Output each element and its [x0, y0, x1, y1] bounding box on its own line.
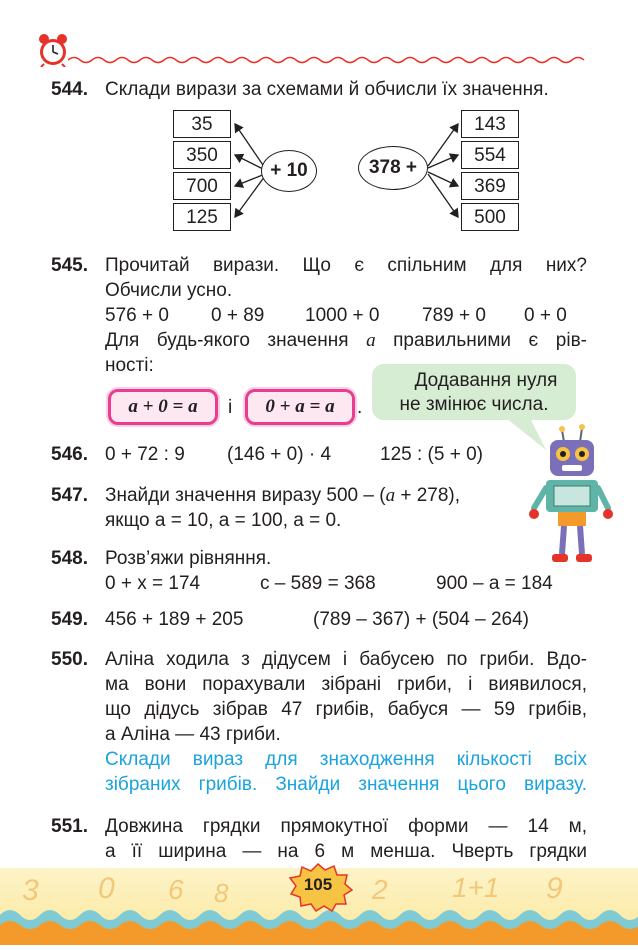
- exercise-547-line1-b: + 278),: [395, 485, 461, 506]
- clock-icon: [36, 33, 70, 67]
- exercise-549-expression: 456 + 189 + 205: [105, 609, 244, 630]
- scheme-left-box: 35: [173, 110, 231, 138]
- footer-digit: 0: [98, 872, 115, 905]
- exercise-545-line4: [105, 329, 587, 353]
- exercise-551-line: Довжина грядки прямокутної форми — 14 м,: [105, 816, 587, 837]
- exercise-545-expression: 0 + 0: [524, 305, 567, 326]
- exercise-548-number: 548.: [51, 548, 88, 569]
- scheme-right-operation: 378 +: [358, 146, 428, 190]
- equality-dot: .: [357, 397, 363, 418]
- exercise-544-text: Склади вирази за схемами й обчисли їх значення.: [105, 79, 549, 100]
- exercise-545-line2: Обчисли усно.: [105, 280, 233, 301]
- exercise-545-line4-b: правильними є рів-: [393, 330, 588, 351]
- robot-illustration: [528, 420, 614, 568]
- footer-digit: 9: [546, 872, 563, 905]
- exercise-545-number: 545.: [51, 255, 88, 276]
- speech-bubble: [372, 364, 576, 420]
- exercise-545-line4-var: a: [366, 330, 376, 351]
- exercise-547-line1-var: a: [385, 485, 396, 506]
- exercise-550-line: а Аліна — 43 гриби.: [105, 724, 281, 745]
- exercise-547-line1: [105, 484, 460, 508]
- exercise-546-expression: 0 + 72 : 9: [105, 444, 185, 465]
- exercise-548-equation: c – 589 = 368: [260, 573, 376, 594]
- exercise-545-expression: 789 + 0: [422, 305, 486, 326]
- exercise-550-task-line: Склади вираз для знаходження кількості всіх: [105, 749, 587, 770]
- exercise-545-expression: 1000 + 0: [305, 305, 380, 326]
- header-wavy-line: [68, 52, 588, 62]
- scheme-left-box: 350: [173, 141, 231, 169]
- exercise-550-line: ма вони порахували зібрані гриби, і виявилося,: [105, 674, 587, 695]
- scheme-left-operation: + 10: [261, 150, 317, 192]
- exercise-547-number: 547.: [51, 485, 88, 506]
- exercise-546-expression: 125 : (5 + 0): [380, 444, 483, 465]
- exercise-550-line: Аліна ходила з дідусем і бабусею по гриби. Вдо-: [105, 649, 587, 670]
- exercise-544-number: 544.: [51, 79, 88, 100]
- equality-box-2: 0 + a = a: [245, 389, 355, 425]
- scheme-right-box: 554: [461, 141, 519, 169]
- scheme-right-arrows: [424, 110, 464, 235]
- exercise-550-number: 550.: [51, 649, 88, 670]
- exercise-549-number: 549.: [51, 609, 88, 630]
- exercise-545-line4-a: Для будь-якого значення: [105, 330, 349, 351]
- scheme-right-box: 500: [461, 203, 519, 231]
- exercise-547-line1-a: Знайди значення виразу 500 – (: [105, 485, 386, 506]
- footer-digit: 6: [168, 874, 184, 905]
- footer-digit: 2: [372, 874, 388, 905]
- exercise-546-number: 546.: [51, 444, 88, 465]
- exercise-548-equation: 0 + x = 174: [105, 573, 201, 594]
- equality-box-1: a + 0 = a: [108, 389, 218, 425]
- exercise-545-line1: Прочитай вирази. Що є спільним для них?: [105, 255, 587, 276]
- exercise-545-expression: 0 + 89: [211, 305, 265, 326]
- speech-bubble-line2: не змінює числа.: [399, 394, 549, 415]
- exercise-550-task-line: зібраних грибів. Знайди значення цього виразу.: [105, 774, 587, 795]
- exercise-549-expression: (789 – 367) + (504 – 264): [313, 609, 530, 630]
- page-number: 105: [303, 875, 333, 894]
- scheme-right-box: 369: [461, 172, 519, 200]
- scheme-left-box: 125: [173, 203, 231, 231]
- exercise-546-expression: (146 + 0) · 4: [227, 444, 332, 465]
- exercise-551-line: а її ширина — на 6 м менша. Чверть грядки: [105, 841, 587, 862]
- speech-bubble-line1: Додавання нуля: [414, 370, 558, 391]
- footer-digit: 8: [214, 878, 229, 908]
- exercise-547-line2: якщо a = 10, a = 100, a = 0.: [105, 510, 342, 531]
- scheme-left-box: 700: [173, 172, 231, 200]
- exercise-551-number: 551.: [51, 816, 88, 837]
- footer-digit: 1+1: [452, 872, 500, 903]
- exercise-548-equation: 900 – a = 184: [436, 573, 553, 594]
- exercise-545-line5: ності:: [105, 355, 154, 376]
- equality-conjunction: і: [228, 397, 233, 418]
- scheme-right-box: 143: [461, 110, 519, 138]
- exercise-545-expression: 576 + 0: [105, 305, 169, 326]
- footer-digit: 3: [22, 874, 39, 907]
- exercise-550-line: що дідусь зібрав 47 грибів, бабуся — 59 грибів,: [105, 699, 587, 720]
- exercise-548-text: Розв’яжи рівняння.: [105, 548, 272, 569]
